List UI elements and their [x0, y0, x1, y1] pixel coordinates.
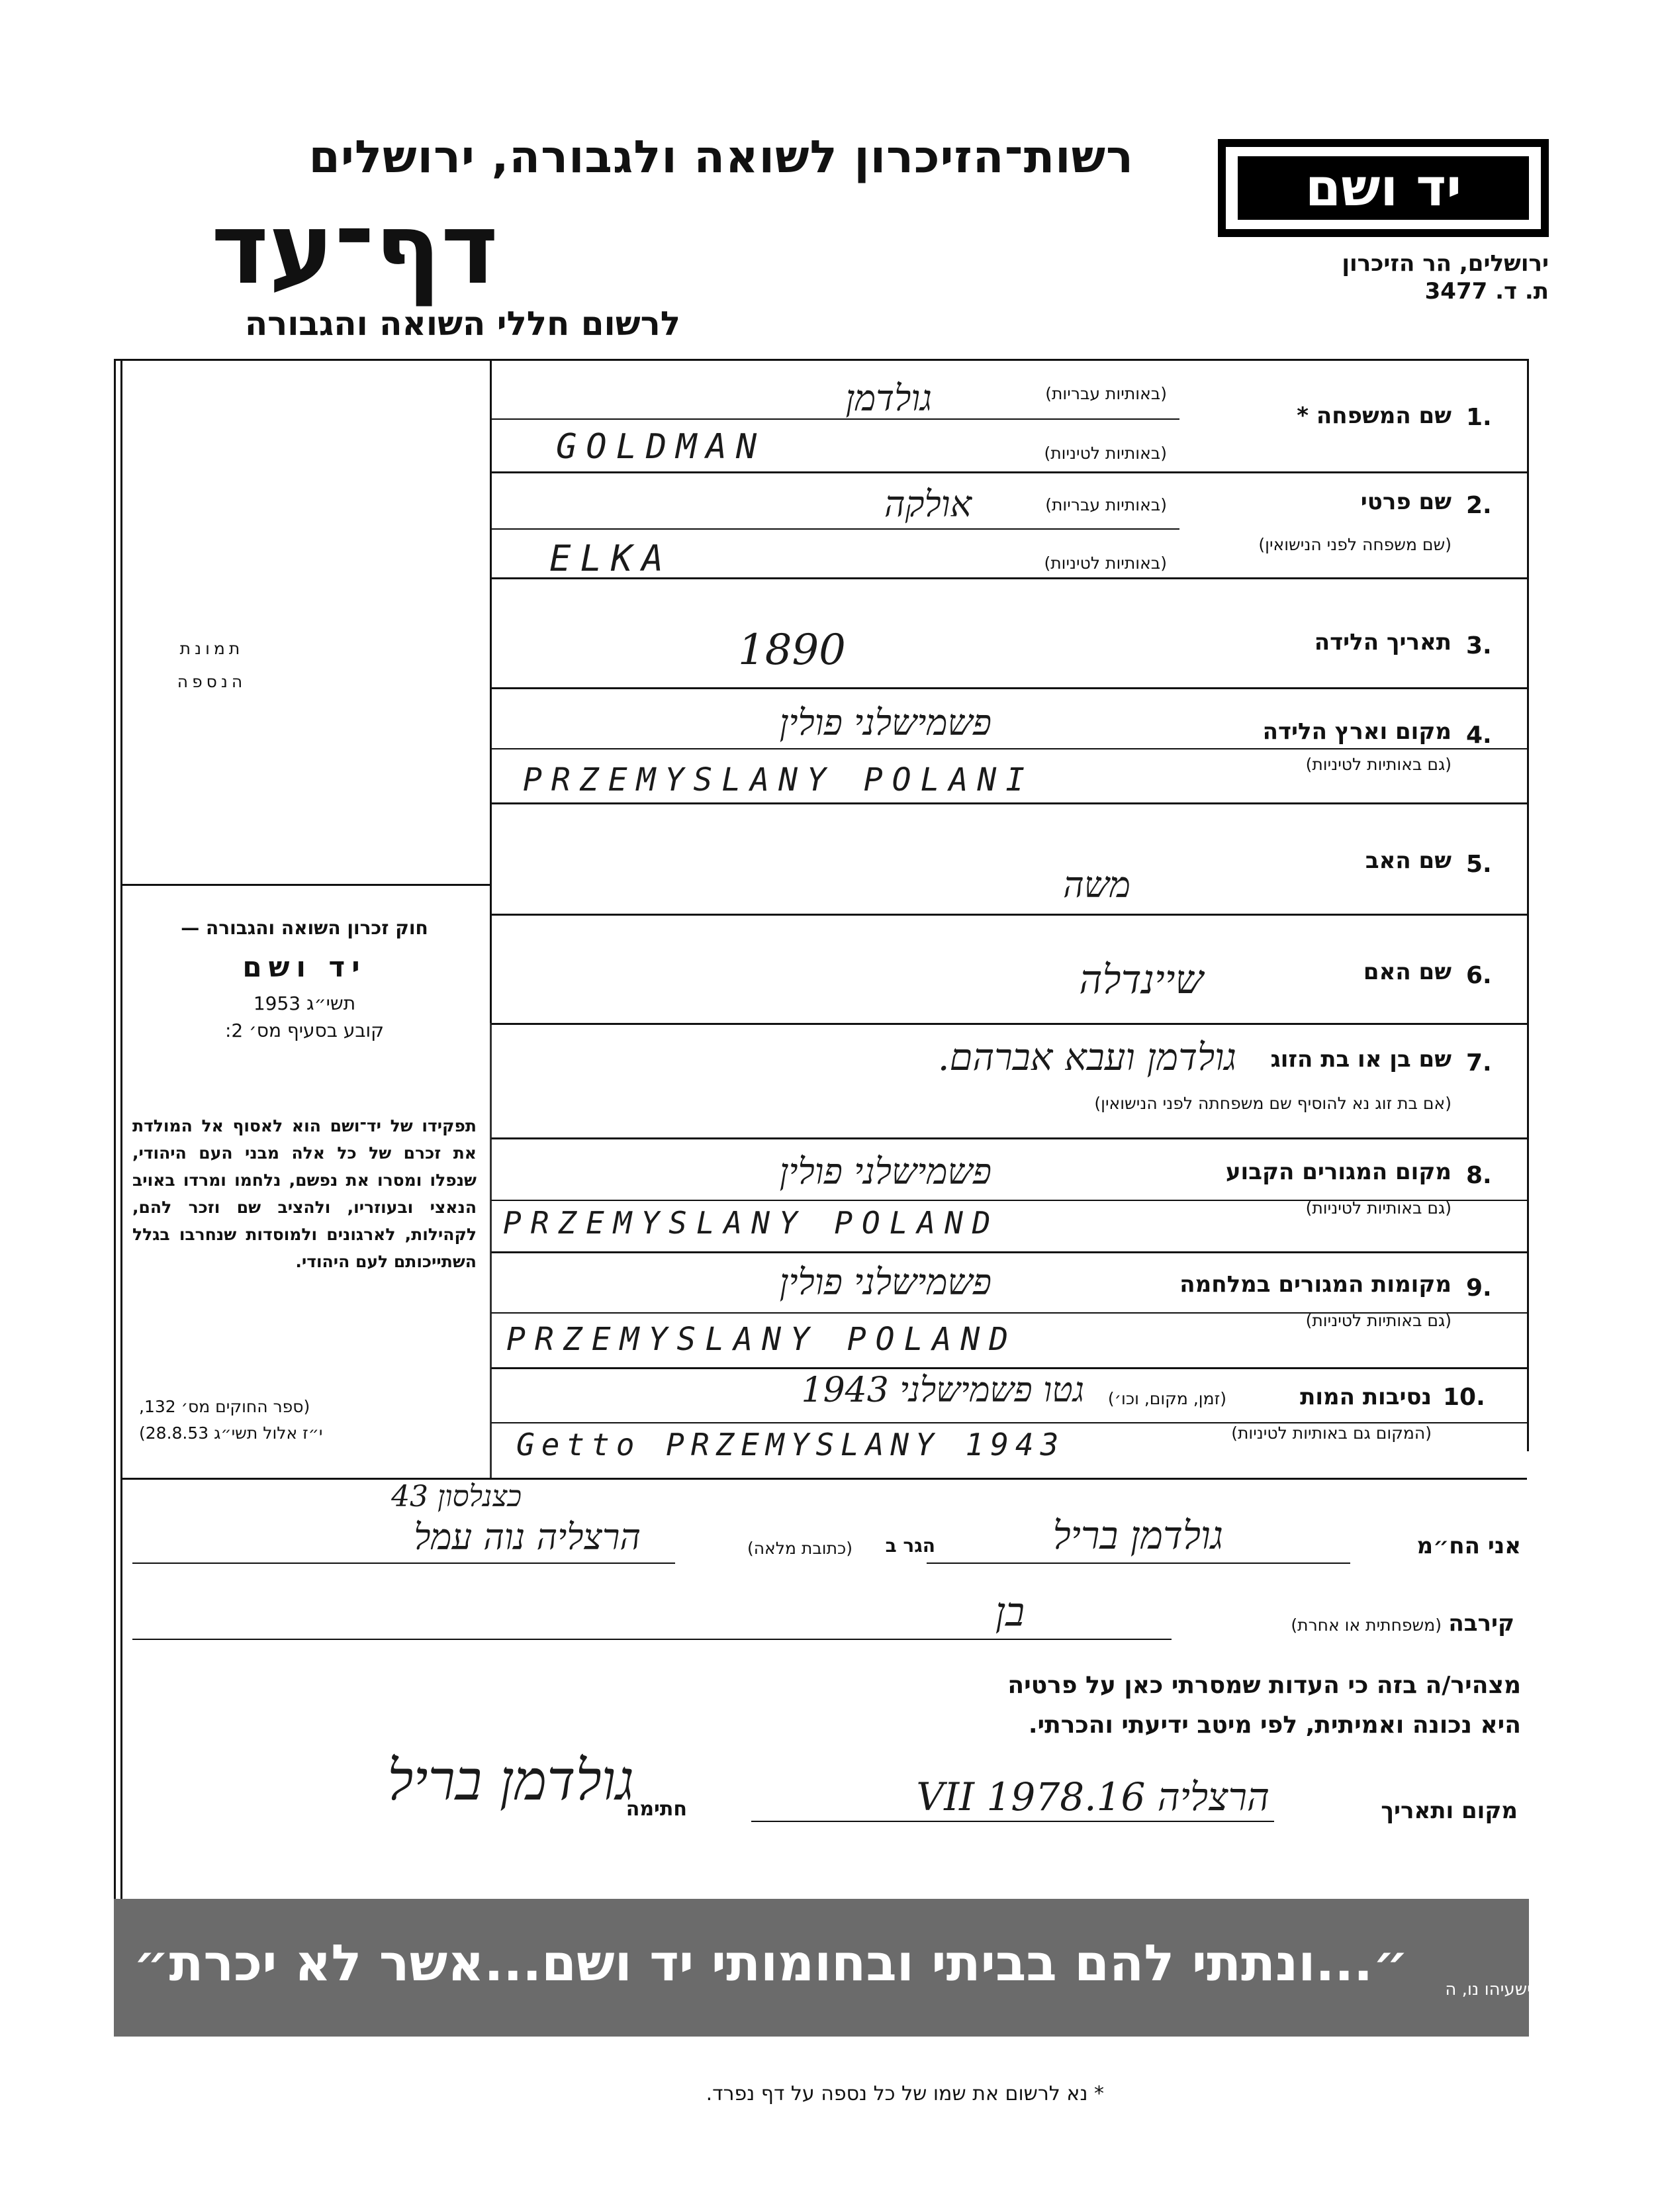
field-number: 6.: [1466, 962, 1492, 989]
organization-title: רשות־הזיכרון לשואה ולגבורה, ירושלים: [308, 131, 1134, 183]
resident-label: הגר ב: [885, 1535, 935, 1557]
law-source-line-2: י״ז אלול תשי״ג 28.8.53): [139, 1423, 323, 1443]
law-source-line-1: (ספר החוקים מס׳ 132,: [139, 1397, 310, 1416]
document-title: דף־עד: [211, 192, 498, 306]
banner-citation: ישעיהו נו, ה: [1445, 1980, 1531, 1999]
birth-place-latin-value[interactable]: PRZEMYSLANY POLANI: [523, 761, 1035, 798]
field-sub-hebrew: (באותיות עבריות): [1045, 384, 1167, 403]
declarant-label: אני הח״מ: [1416, 1533, 1521, 1559]
field-number: 7.: [1466, 1049, 1492, 1077]
field-label: שם האם: [1363, 959, 1452, 985]
field-label: נסיבות המות: [1300, 1384, 1432, 1410]
field-number: 9.: [1466, 1274, 1492, 1302]
address-note: (כתובת מלאה): [747, 1539, 853, 1558]
logo-text: יד ושם: [1238, 156, 1529, 220]
law-year: תשי״ג 1953: [253, 992, 356, 1014]
declarant-name-value[interactable]: גולדמן בריל: [1052, 1513, 1223, 1558]
field-label: שם המשפחה *: [1297, 403, 1452, 429]
first-name-hebrew-value[interactable]: אולקה: [884, 483, 972, 525]
field-label: מקום וארץ הלידה: [1262, 718, 1452, 745]
relation-label: קירבה: [1448, 1610, 1514, 1637]
permanent-residence-latin-value[interactable]: PRZEMYSLANY POLAND: [503, 1205, 1000, 1241]
field-label: שם פרטי: [1360, 489, 1452, 515]
photo-label-line-2: הנספה: [177, 672, 247, 691]
field-label: מקומות המגורים במלחמה: [1179, 1271, 1452, 1298]
place-date-value[interactable]: הרצליה 16.VII 1978: [916, 1774, 1269, 1819]
field-number: 4.: [1466, 722, 1492, 749]
field-number: 10.: [1443, 1384, 1485, 1411]
law-purpose-text: תפקידו של יד־ושם הוא לאסוף אל המולדת את זכרם של כל אלה מבני העם היהודי, שנפלו ומסרו את נפשם, נלחמו ומרדו באויב הנאצי ובעוזריו, ולהציב שם וזכר להם, לקהילות, לארגונים ולמוסדות שנחרבו בגלל השתייכותם לעם היהודי.: [132, 1116, 477, 1271]
field-number: 8.: [1466, 1162, 1492, 1189]
photo-placeholder: [119, 632, 304, 698]
declarant-address-extra-value[interactable]: כצנלסון 43: [391, 1480, 522, 1514]
law-title: חוק זכרון השואה והגבורה —: [181, 917, 428, 939]
field-label: שם האב: [1365, 847, 1452, 874]
field-note: (אם בת זוג נא להוסיף שם משפחתה לפני הנישואין): [1094, 1094, 1452, 1113]
declaration-line-1: מצהיר/ה בזה כי העדות שמסרתי כאן על פרטיה: [1007, 1672, 1521, 1699]
family-name-latin-value[interactable]: GOLDMAN: [556, 427, 766, 467]
mother-name-value[interactable]: שיינדלה: [1079, 957, 1203, 1003]
declarant-address-value[interactable]: הרצליה נוה עמל: [414, 1516, 641, 1558]
field-note: (שם משפחה לפני הנישואין): [1258, 535, 1452, 554]
field-label: תאריך הלידה: [1314, 629, 1452, 655]
yad-vashem-logo: [1218, 139, 1549, 237]
law-excerpt: [126, 917, 483, 1041]
footnote: * נא לרשום את שמו של כל נספה על דף נפרד.: [706, 2082, 1104, 2105]
family-name-hebrew-value[interactable]: גולדמן: [845, 377, 932, 419]
relation-note: (משפחתית או אחרת): [1291, 1615, 1442, 1635]
field-note: (גם באותיות לטיניות): [1305, 1198, 1452, 1218]
field-sub-latin: (באותיות לטיניות): [1044, 553, 1167, 573]
relation-value[interactable]: בן: [995, 1589, 1025, 1635]
field-note: (גם באותיות לטיניות): [1305, 1311, 1452, 1330]
first-name-latin-value[interactable]: ELKA: [549, 538, 673, 579]
spouse-name-value[interactable]: גולדמן ועבא אברהם.: [937, 1036, 1236, 1079]
document-subtitle: לרשום חללי השואה והגבורה: [244, 305, 680, 343]
field-label-extra: (זמן, מקום, וכו׳): [1107, 1389, 1226, 1408]
field-sub-hebrew: (באותיות עבריות): [1045, 495, 1167, 514]
field-note: (גם באותיות לטיניות): [1305, 755, 1452, 774]
field-label: שם בן או בת הזוג: [1270, 1046, 1452, 1073]
birth-place-hebrew-value[interactable]: פשמישלני פולין: [779, 702, 991, 744]
death-circumstances-hebrew-value[interactable]: גטו פשמישלני 1943: [801, 1370, 1084, 1410]
address-line-1: ירושלים, הר הזיכרון: [1342, 250, 1549, 277]
field-number: 2.: [1466, 492, 1492, 519]
law-clause: קובע בסעיף מס׳ 2:: [224, 1020, 385, 1041]
declaration-line-2: היא נכונה ואמיתית, לפי מיטב ידיעתי והכרתי.: [1028, 1711, 1521, 1739]
signature-value[interactable]: גולדמן בריל: [387, 1748, 634, 1813]
address-line-2: ת. ד. 3477: [1424, 278, 1549, 305]
field-number: 5.: [1466, 851, 1492, 878]
wartime-residence-latin-value[interactable]: PRZEMYSLANY POLAND: [506, 1321, 1018, 1358]
birth-date-value[interactable]: 1890: [738, 626, 846, 675]
field-note: (המקום גם באותיות לטיניות): [1231, 1423, 1432, 1443]
banner-quote: ״...ונתתי להם בביתי ובחומותי יד ושם...אשר לא יכרת״: [133, 1933, 1408, 1992]
field-number: 3.: [1466, 632, 1492, 659]
photo-label-line-1: תמונת: [179, 639, 244, 658]
permanent-residence-hebrew-value[interactable]: פשמישלני פולין: [779, 1151, 991, 1192]
place-date-label: מקום ותאריך: [1381, 1798, 1518, 1824]
law-name: יד ושם: [242, 951, 367, 983]
wartime-residence-hebrew-value[interactable]: פשמישלני פולין: [779, 1261, 991, 1303]
death-circumstances-latin-value[interactable]: Getto PRZEMYSLANY 1943: [516, 1427, 1066, 1463]
field-label: מקום המגורים הקבוע: [1225, 1159, 1452, 1185]
father-name-value[interactable]: משה: [1063, 864, 1130, 906]
signature-label: חתימה: [625, 1798, 687, 1821]
field-sub-latin: (באותיות לטיניות): [1044, 444, 1167, 463]
field-number: 1.: [1466, 404, 1492, 431]
